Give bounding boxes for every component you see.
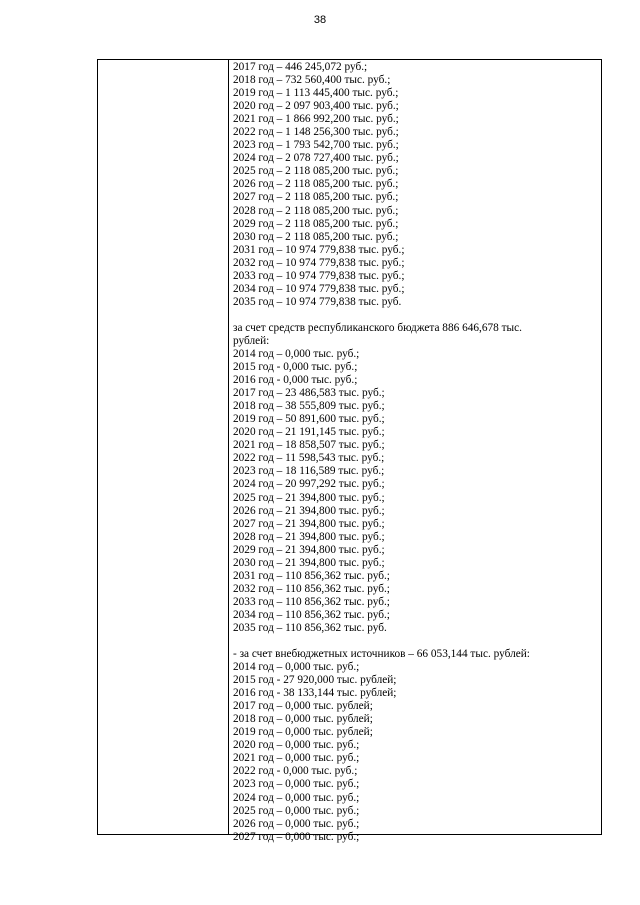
- year-amount-line: 2020 год – 0,000 тыс. руб.;: [233, 739, 360, 752]
- year-amount-line: 2035 год – 10 974 779,838 тыс. руб.: [233, 295, 402, 308]
- extrabudgetary-heading: - за счет внебюджетных источников – 66 053,144 тыс. рублей:: [233, 648, 530, 661]
- year-amount-line: 2031 год – 10 974 779,838 тыс. руб.;: [233, 243, 405, 256]
- section-republican-budget: [233, 348, 598, 635]
- year-amount-line: 2026 год – 0,000 тыс. руб.;: [233, 817, 360, 830]
- year-amount-line: 2032 год – 110 856,362 тыс. руб.;: [233, 582, 390, 595]
- year-amount-line: 2032 год – 10 974 779,838 тыс. руб.;: [233, 256, 405, 269]
- year-amount-line: 2026 год – 2 118 085,200 тыс. руб.;: [233, 178, 399, 191]
- year-amount-line: 2019 год – 0,000 тыс. рублей;: [233, 726, 373, 739]
- year-amount-line: 2018 год – 38 555,809 тыс. руб.;: [233, 400, 385, 413]
- year-amount-line: 2020 год – 21 191,145 тыс. руб.;: [233, 426, 385, 439]
- year-amount-line: 2016 год - 0,000 тыс. руб.;: [233, 374, 358, 387]
- year-amount-line: 2018 год – 0,000 тыс. рублей;: [233, 713, 373, 726]
- year-amount-line: 2027 год – 2 118 085,200 тыс. руб.;: [233, 191, 399, 204]
- year-amount-line: 2027 год – 21 394,800 тыс. руб.;: [233, 517, 385, 530]
- year-amount-line: 2034 год – 10 974 779,838 тыс. руб.;: [233, 282, 405, 295]
- year-amount-line: 2035 год – 110 856,362 тыс. руб.: [233, 621, 387, 634]
- year-amount-line: 2022 год – 1 148 256,300 тыс. руб.;: [233, 126, 399, 139]
- section-extrabudgetary: [233, 661, 598, 844]
- year-amount-line: 2024 год – 2 078 727,400 тыс. руб.;: [233, 152, 399, 165]
- year-amount-line: 2017 год – 446 245,072 руб.;: [233, 61, 368, 73]
- year-amount-line: 2024 год – 20 997,292 тыс. руб.;: [233, 478, 385, 491]
- year-amount-line: 2028 год – 21 394,800 тыс. руб.;: [233, 530, 385, 543]
- year-amount-line: 2021 год – 0,000 тыс. руб.;: [233, 752, 360, 765]
- year-amount-line: 2030 год – 21 394,800 тыс. руб.;: [233, 556, 385, 569]
- year-amount-line: 2031 год – 110 856,362 тыс. руб.;: [233, 569, 390, 582]
- year-amount-line: 2023 год – 1 793 542,700 тыс. руб.;: [233, 139, 399, 152]
- year-amount-line: 2019 год – 50 891,600 тыс. руб.;: [233, 413, 385, 426]
- funding-table: [97, 59, 602, 843]
- year-amount-line: 2025 год – 0,000 тыс. руб.;: [233, 804, 360, 817]
- year-amount-line: 2015 год - 0,000 тыс. руб.;: [233, 361, 358, 374]
- year-amount-line: 2021 год – 18 858,507 тыс. руб.;: [233, 439, 385, 452]
- republican-budget-heading: за счет средств республиканского бюджета 886 646,678 тыс.: [233, 321, 522, 334]
- year-amount-line: 2018 год – 732 560,400 тыс. руб.;: [233, 74, 391, 87]
- year-amount-line: 2014 год – 0,000 тыс. руб.;: [233, 661, 360, 674]
- year-amount-line: 2026 год – 21 394,800 тыс. руб.;: [233, 504, 385, 517]
- year-amount-line: 2016 год - 38 133,144 тыс. рублей;: [233, 687, 397, 700]
- year-amount-line: 2017 год – 23 486,583 тыс. руб.;: [233, 387, 385, 400]
- section-gap: [233, 309, 598, 322]
- year-amount-line: 2027 год – 0,000 тыс. руб.;: [233, 830, 360, 843]
- year-amount-line: 2015 год - 27 920,000 тыс. рублей;: [233, 674, 397, 687]
- section-total-by-year: [233, 61, 598, 309]
- section-gap: [233, 635, 598, 648]
- republican-budget-heading-cont: рублей:: [233, 334, 270, 347]
- year-amount-line: 2028 год – 2 118 085,200 тыс. руб.;: [233, 204, 399, 217]
- page-number: 38: [313, 14, 327, 26]
- year-amount-line: 2030 год – 2 118 085,200 тыс. руб.;: [233, 230, 399, 243]
- year-amount-line: 2020 год – 2 097 903,400 тыс. руб.;: [233, 100, 399, 113]
- year-amount-line: 2022 год - 0,000 тыс. руб.;: [233, 765, 358, 778]
- year-amount-line: 2017 год – 0,000 тыс. рублей;: [233, 700, 373, 713]
- year-amount-line: 2025 год – 2 118 085,200 тыс. руб.;: [233, 165, 399, 178]
- year-amount-line: 2019 год – 1 113 445,400 тыс. руб.;: [233, 87, 399, 100]
- funding-cell: [233, 61, 598, 844]
- year-amount-line: 2023 год – 18 116,589 тыс. руб.;: [233, 465, 385, 478]
- year-amount-line: 2029 год – 21 394,800 тыс. руб.;: [233, 543, 385, 556]
- year-amount-line: 2023 год – 0,000 тыс. руб.;: [233, 778, 360, 791]
- year-amount-line: 2022 год – 11 598,543 тыс. руб.;: [233, 452, 385, 465]
- year-amount-line: 2029 год – 2 118 085,200 тыс. руб.;: [233, 217, 399, 230]
- year-amount-line: 2033 год – 110 856,362 тыс. руб.;: [233, 595, 390, 608]
- year-amount-line: 2021 год – 1 866 992,200 тыс. руб.;: [233, 113, 399, 126]
- year-amount-line: 2033 год – 10 974 779,838 тыс. руб.;: [233, 269, 405, 282]
- year-amount-line: 2025 год – 21 394,800 тыс. руб.;: [233, 491, 385, 504]
- year-amount-line: 2024 год – 0,000 тыс. руб.;: [233, 791, 360, 804]
- year-amount-line: 2014 год – 0,000 тыс. руб.;: [233, 347, 360, 360]
- column-divider: [228, 60, 229, 834]
- year-amount-line: 2034 год – 110 856,362 тыс. руб.;: [233, 608, 390, 621]
